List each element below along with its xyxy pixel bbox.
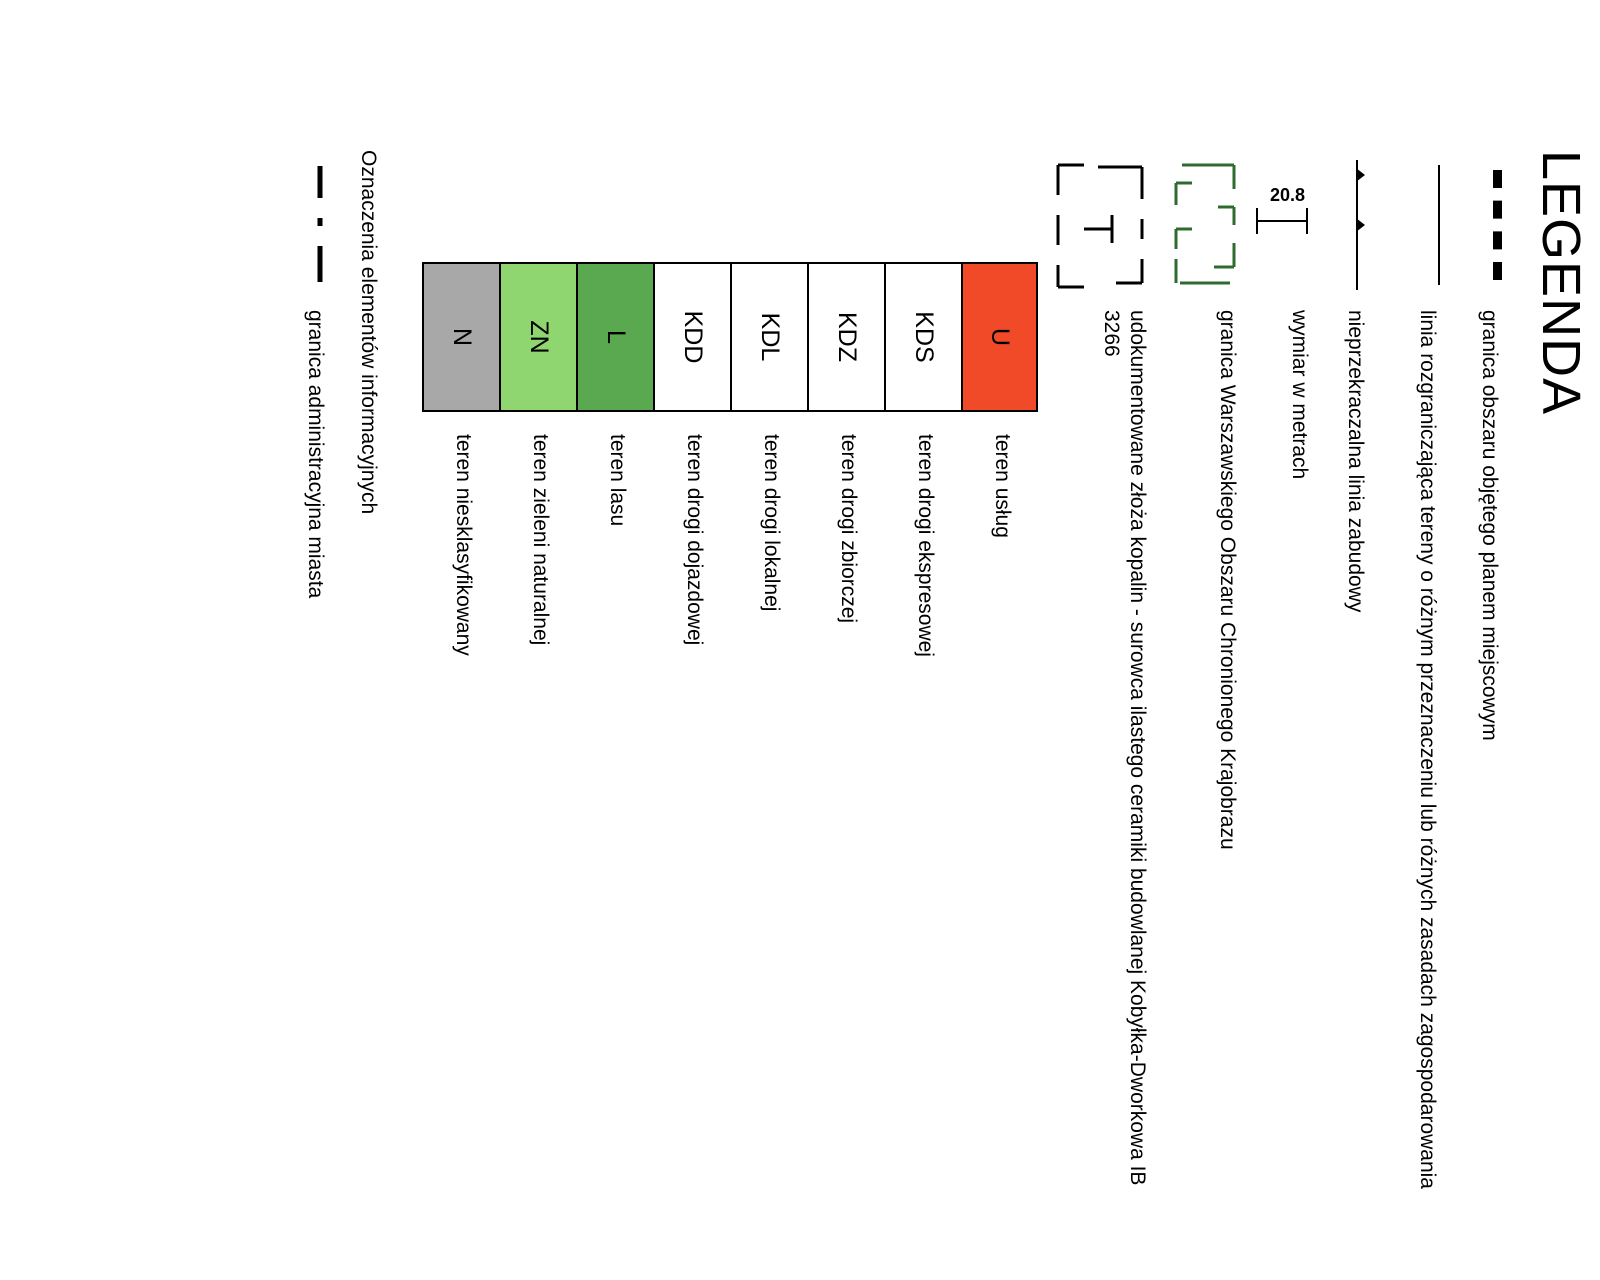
area-code: ZN xyxy=(525,320,553,354)
area-symbol-cell xyxy=(807,262,884,412)
area-symbol-cell xyxy=(730,262,807,412)
area-symbol-cell xyxy=(576,262,653,412)
area-code: KDZ xyxy=(833,312,861,362)
legend-row-plan-boundary xyxy=(1476,150,1502,1250)
legend-label: granica administracyjna miasta xyxy=(304,310,327,599)
legend-label: teren usług xyxy=(991,434,1014,538)
area-code: N xyxy=(448,327,476,347)
legend-label: linia rozgraniczająca tereny o różnym przeznaczeniu lub różnych zasadach zagospodarowania xyxy=(1416,310,1439,1189)
dimension-bar-icon xyxy=(1252,150,1312,300)
black-bracket-outline-icon xyxy=(1050,150,1150,300)
legend-label: teren zieleni naturalnej xyxy=(529,434,552,646)
area-symbol-cell xyxy=(884,262,961,412)
area-code: U xyxy=(986,327,1014,347)
legend-label: teren lasu xyxy=(606,434,629,527)
area-symbol-cell xyxy=(499,262,576,412)
legend-row-building-line xyxy=(1342,150,1368,1250)
legend-label: nieprzekraczalna linia zabudowy xyxy=(1344,310,1367,613)
legend-label: udokumentowane złoża kopalin - surowca ilastego ceramiki budowlanej Kobyłka-Dworkowa IB 3266 xyxy=(1100,310,1149,1186)
green-bracket-outline-icon xyxy=(1160,150,1240,300)
legend-row-mineral-deposits xyxy=(1050,150,1150,1250)
page-title: LEGENDA xyxy=(1531,150,1591,416)
legend-label: teren drogi lokalnej xyxy=(760,434,783,612)
area-symbol-column xyxy=(422,262,1038,412)
triangle-arrow-line-icon xyxy=(1348,150,1368,300)
dash-dot-line-icon xyxy=(312,150,328,300)
legend-row-dividing-line xyxy=(1414,150,1440,1250)
dimension-value: 20.8 xyxy=(1269,185,1306,206)
area-code: KDL xyxy=(756,312,784,362)
legend-label: teren drogi zbiorczej xyxy=(837,434,860,624)
thick-dashed-line-icon xyxy=(1493,150,1502,300)
legend-label: wymiar w metrach xyxy=(1288,310,1311,480)
legend-row-admin-boundary xyxy=(302,150,328,1250)
legend-label: teren drogi dojazdowej xyxy=(683,434,706,646)
area-symbol-cell xyxy=(961,262,1038,412)
legend-label: teren drogi ekspresowej xyxy=(914,434,937,657)
area-symbol-cell xyxy=(653,262,730,412)
area-symbol-cell xyxy=(422,262,499,412)
legend-label: granica Warszawskiego Obszaru Chronionego Krajobrazu xyxy=(1216,310,1239,850)
legend-row-dimension xyxy=(1252,150,1312,1250)
area-code: KDD xyxy=(679,310,707,364)
section-note: Oznaczenia elementów informacyjnych xyxy=(357,150,380,515)
area-code: L xyxy=(602,330,630,344)
thin-solid-line-icon xyxy=(1438,150,1440,300)
legend-row-protected-area xyxy=(1160,150,1240,1250)
legend-label: teren niesklasyfikowany xyxy=(452,434,475,656)
legend-label: granica obszaru objętego planem miejscowym xyxy=(1478,310,1501,741)
area-code: KDS xyxy=(910,311,938,363)
